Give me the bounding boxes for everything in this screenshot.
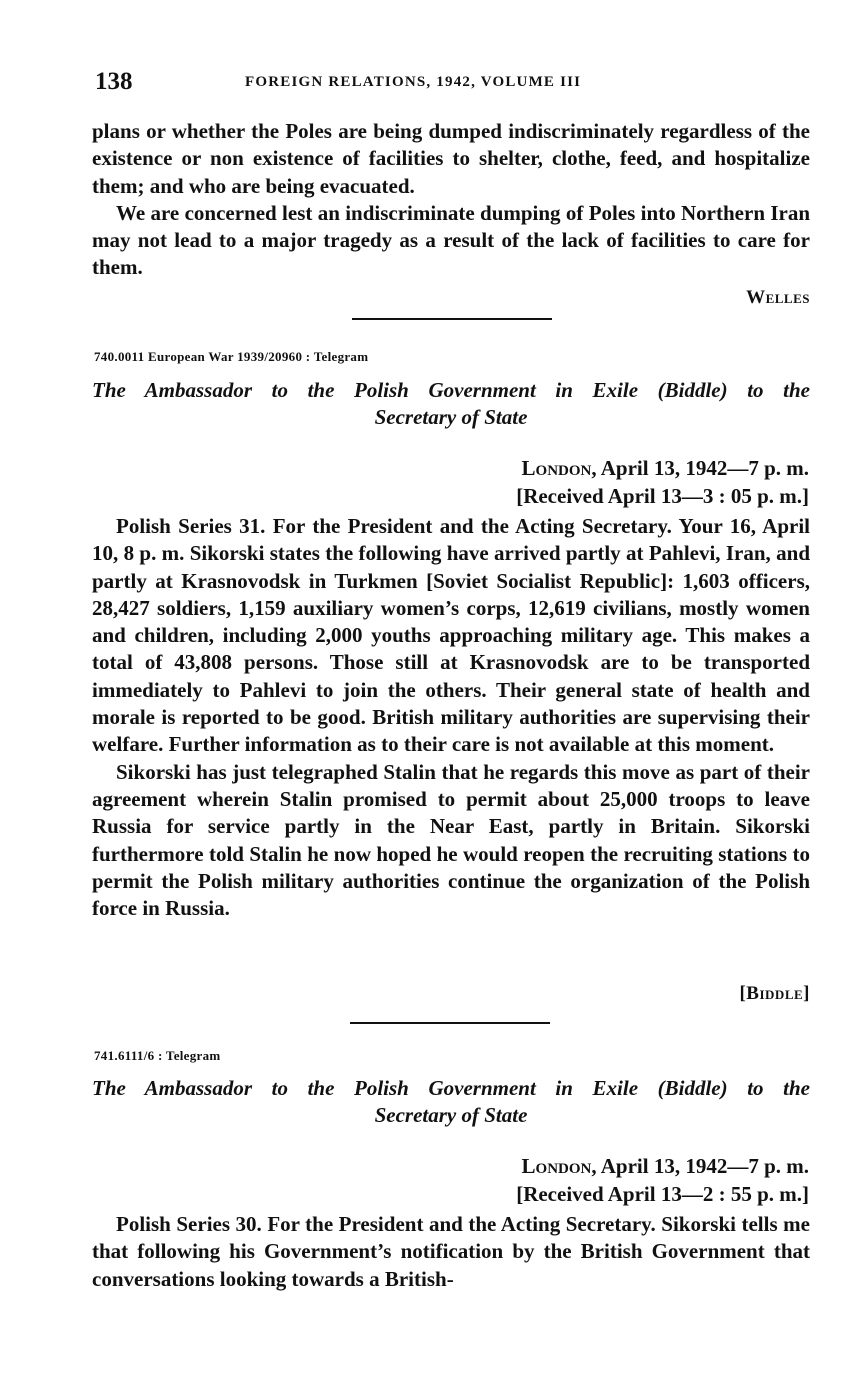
document-title: [92, 1075, 810, 1129]
telegram-paragraph-2: Sikorski has just telegraphed Stalin that he regards this move as part of their agreement wherein Stalin promised to permit about 25,000 troops to leave Russia for service partly in the Near East, partly in Britain. Sikorski furthermore told Stalin he now hoped he would reopen the recruiting stations to permit the Polish military authorities continue the organization of the Polish force in Russia.: [92, 759, 810, 921]
telegram-body: [92, 1211, 810, 1293]
document-title-line-1: The Ambassador to the Polish Government in Exile (Biddle) to the: [92, 1076, 810, 1100]
dateline-place: London: [521, 456, 592, 480]
dateline-received: [Received April 13—2 : 55 p. m.]: [516, 1181, 809, 1206]
dateline-sent: [516, 1153, 809, 1181]
signature-welles: Welles: [746, 287, 810, 308]
file-reference: 741.6111/6 : Telegram: [94, 1048, 221, 1063]
section-divider: [352, 318, 552, 320]
telegram-paragraph-1: Polish Series 30. For the President and the Acting Secretary. Sikorski tells me that following his Government’s notification by the British Government that conversations looking towards a British-: [92, 1212, 810, 1291]
dateline-received: [Received April 13—3 : 05 p. m.]: [516, 483, 809, 508]
running-head: FOREIGN RELATIONS, 1942, VOLUME III: [245, 74, 582, 90]
dateline-place: London: [521, 1154, 592, 1178]
section-divider: [350, 1022, 550, 1024]
document-title: [92, 377, 810, 431]
dateline: [516, 1153, 809, 1208]
telegram-paragraph-1: Polish Series 31. For the President and the Acting Secretary. Your 16, April 10, 8 p. m. Sikorski states the following have arrived partly at Pahlevi, Iran, and partly at Krasnovodsk in Turkmen [Soviet Socialist Republic]: 1,603 officers, 28,427 soldiers, 1,159 auxiliary women’s corps, 12,619 civilians, mostly women and children, including 2,000 youths approaching military age. This makes a total of 43,808 persons. Those still at Krasnovodsk are to be transported immediately to Pahlevi to join the others. Their general state of health and morale is reported to be good. British military authorities are supervising their welfare. Further information as to their care is not available at this moment.: [92, 514, 810, 757]
continuation-paragraph-2: We are concerned lest an indiscriminate dumping of Poles into Northern Iran may not lead to a major tragedy as a result of the lack of facilities to care for them.: [92, 200, 810, 280]
document-title-line-2: Secretary of State: [374, 1103, 528, 1127]
continuation-text: [92, 118, 810, 282]
page-number: 138: [95, 68, 133, 95]
page-header: [95, 68, 810, 98]
document-title-line-2: Secretary of State: [374, 405, 528, 429]
dateline-date: , April 13, 1942—7 p. m.: [591, 1154, 809, 1178]
file-reference: 740.0011 European War 1939/20960 : Telegram: [94, 349, 369, 364]
dateline: [516, 455, 809, 510]
dateline-sent: [516, 455, 809, 483]
telegram-body: [92, 513, 810, 922]
continuation-paragraph-1: plans or whether the Poles are being dumped indiscriminately regardless of the existence or non existence of facilities to shelter, clothe, feed, and hospitalize them; and who are being evacuated.: [92, 119, 810, 198]
document-title-line-1: The Ambassador to the Polish Government in Exile (Biddle) to the: [92, 378, 810, 402]
signature-biddle: [Biddle]: [739, 983, 810, 1004]
dateline-date: , April 13, 1942—7 p. m.: [591, 456, 809, 480]
